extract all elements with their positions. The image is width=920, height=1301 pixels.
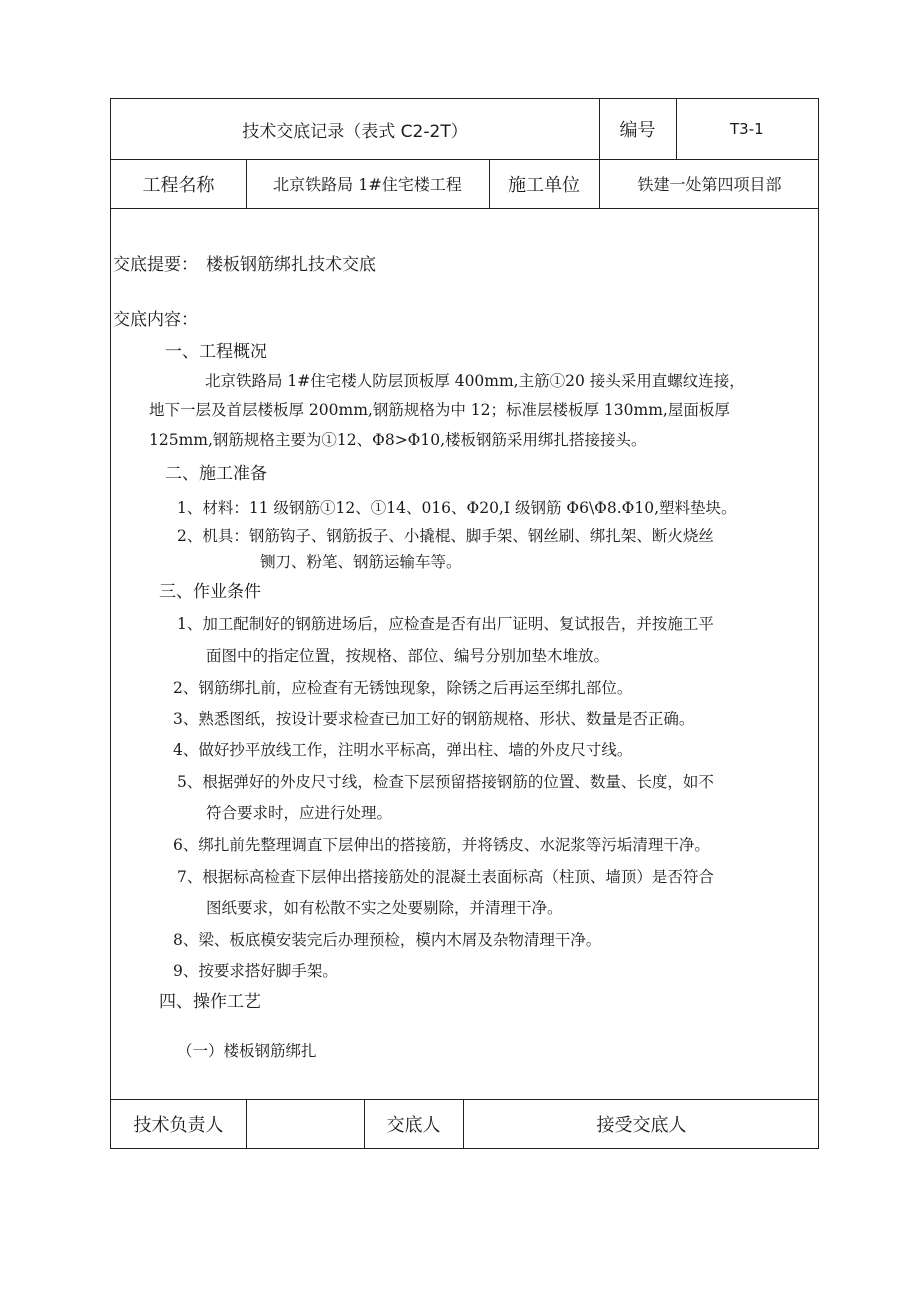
condition-item: 图纸要求，如有松散不实之处要剔除，并清理干净。 [206,899,563,917]
overview-line: 地下一层及首层楼板厚 200mm,钢筋规格为中 12；标准层楼板厚 130mm,屋面板厚 [149,401,730,419]
summary-value: 楼板钢筋绑扎技术交底 [206,255,376,275]
section-heading: 三、作业条件 [159,582,261,602]
discloser-label: 交底人 [386,1115,441,1136]
condition-item: 3、熟悉图纸，按设计要求检查已加工好的钢筋规格、形状、数量是否正确。 [173,710,695,728]
prep-item: 铡刀、粉笔、钢筋运输车等。 [260,553,462,571]
project-name-value: 北京铁路局 1#住宅楼工程 [273,175,462,194]
tech-lead-label: 技术负责人 [133,1115,224,1136]
receiver-label: 接受交底人 [596,1115,687,1136]
construction-unit-value: 铁建一处第四项目部 [637,175,782,194]
condition-item: 2、钢筋绑扎前，应检查有无锈蚀现象，除锈之后再运至绑扎部位。 [173,679,633,697]
condition-item: 5、根据弹好的外皮尺寸线，检查下层预留搭接钢筋的位置、数量、长度，如不 [177,773,714,791]
section-heading: 二、施工准备 [165,464,267,484]
content-label: 交底内容： [113,310,198,330]
number-label: 编号 [619,120,656,141]
section-heading: 一、工程概况 [165,342,267,362]
condition-item: 1、加工配制好的钢筋进场后，应检查是否有出厂证明、复试报告，并按施工平 [177,615,714,633]
condition-item: 9、按要求搭好脚手架。 [173,962,338,980]
condition-item: 7、根据标高检查下层伸出搭接筋处的混凝土表面标高（柱顶、墙顶）是否符合 [177,868,714,886]
condition-item: 8、梁、板底模安装完后办理预检，模内木屑及杂物清理干净。 [173,931,602,949]
subsection-heading: （一）楼板钢筋绑扎 [177,1042,317,1060]
condition-item: 符合要求时，应进行处理。 [206,804,393,822]
number-value: T3-1 [730,120,764,138]
section-heading: 四、操作工艺 [159,992,261,1012]
prep-item: 2、机具：钢筋钩子、钢筋扳子、小撬棍、脚手架、钢丝刷、绑扎架、断火烧丝 [177,527,714,545]
construction-unit-label: 施工单位 [508,174,580,196]
form-title: 技术交底记录（表式 C2-2T） [242,121,468,142]
condition-item: 4、做好抄平放线工作，注明水平标高，弹出柱、墙的外皮尺寸线。 [173,741,633,759]
summary-label: 交底提要： [113,255,198,275]
disclosure-form [110,98,819,1149]
condition-item: 6、绑扎前先整理调直下层伸出的搭接筋，并将锈皮、水泥浆等污垢清理干净。 [173,836,710,854]
tech-lead-signature-field[interactable] [246,1099,364,1149]
prep-item: 1、材料：11 级钢筋①12、①14、016、Φ20,I 级钢筋 Φ6\Φ8.Φ10,塑料垫块。 [177,499,737,517]
overview-line: 北京铁路局 1#住宅楼人防层顶板厚 400mm,主筋①20 接头采用直螺纹连接， [205,372,745,390]
project-name-label: 工程名称 [142,174,215,196]
overview-line: 125mm,钢筋规格主要为①12、Φ8>Φ10,楼板钢筋采用绑扎搭接接头。 [149,431,647,449]
row-divider [111,208,818,209]
condition-item: 面图中的指定位置，按规格、部位、编号分别加垫木堆放。 [206,647,610,665]
